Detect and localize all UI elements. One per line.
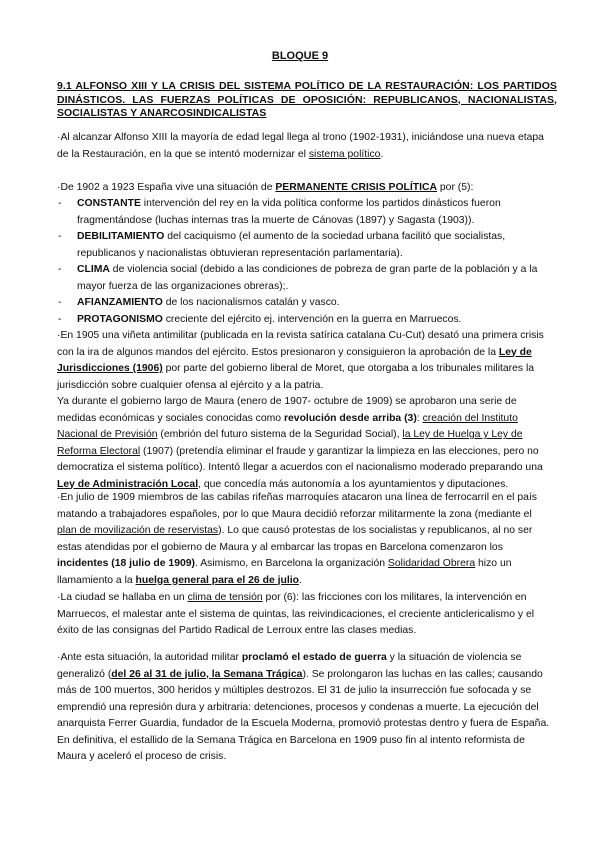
link-text-sistema-politico: sistema político bbox=[308, 148, 381, 160]
paragraph-semana-tragica: ·Ante esta situación, la autoridad militar proclamó el estado de guerra y la situación de violencia se generalizó (del 26 al 31 de julio, la Semana Trágica). Se prolongaron las luchas en las calles; causando más de 100 muertos, 300 heridos y múltiples destrozos. El 31 de julio la insurrección fue sofocada y se emprendió una represión dura y arbitraria: detenciones, procesos y condenas a muerte. La ejecución del anarquista Ferrer Guardia, fundador de la Escuela Moderna, promovió protestas dentro y fuera de España. En definitiva, el estallido de la Semana Trágica en Barcelona en 1909 puso fin al intento reformista de Maura y aceleró el proceso de crisis. bbox=[57, 652, 550, 762]
crisis-causes-list bbox=[57, 196, 553, 328]
paragraph-intro: ·Al alcanzar Alfonso XIII la mayoría de edad legal llega al trono (1902-1931), iniciándose una nueva etapa de la Restauración, en la que se intentó modernizar el sistema político. bbox=[57, 132, 544, 160]
document-title: BLOQUE 9 bbox=[271, 50, 329, 62]
section-heading: 9.1 ALFONSO XIII Y LA CRISIS DEL SISTEMA POLÍTICO DE LA RESTAURACIÓN: LOS PARTIDOS DINÁSTICOS. LAS FUERZAS POLÍTICAS DE OPOSICIÓN: REPUBLICANOS, NACIONALISTAS, SOCIALISTAS Y ANARCOSINDICALISTAS bbox=[57, 80, 557, 119]
paragraph-crisis: ·De 1902 a 1923 España vive una situación de PERMANENTE CRISIS POLÍTICA por (5): bbox=[57, 182, 474, 193]
list-item: - CLIMA de violencia social (debido a las condiciones de pobreza de gran parte de la población y a la mayor fuerza de las organizaciones obreras);. bbox=[58, 264, 538, 292]
paragraph-clima-tension: ·La ciudad se hallaba en un clima de tensión por (6): las fricciones con los militares, la intervención en Marruecos, el malestar ante el sistema de quintas, las reivindicaciones, el creciente anticlericalismo y el éxito de las consignas del Partido Radical de Lerroux entre las clases medias. bbox=[57, 592, 535, 636]
list-item: - PROTAGONISMO creciente del ejército ej. intervención en la guerra en Marruecos. bbox=[58, 313, 462, 325]
list-item: - AFIANZAMIENTO de los nacionalismos catalán y vasco. bbox=[58, 297, 340, 308]
paragraph-jurisdicciones: ·En 1905 una viñeta antimilitar (publicada en la revista satírica catalana Cu-Cut) desató una primera crisis con la ira de algunos mandos del ejército. Estos presionaron y consiguieron la aprobación de la Ley de Jurisdicciones (1906) por parte del gobierno liberal de Moret, que otorgaba a los tribunales militares la jurisdicción sobre cualquier ofensa al ejército y a la patria. Ya durante el gobierno largo de Maura (enero de 1907- octubre de 1909) se aprobaron una serie de medidas económicas y sociales conocidas como revolución desde arriba (3): creación del Instituto Nacional de Previsión (embrión del futuro sistema de la Seguridad Social), la Ley de Huelga y Ley de Reforma Electoral (1907) (pretendía eliminar el fraude y garantizar la limpieza en las elecciones, pero no democratiza el sistema político). Intentó llegar a acuerdos con el nacionalismo moderado preparando una Ley de Administración Local, que concedía más autonomía a los ayuntamientos y diputaciones. bbox=[57, 330, 544, 490]
list-item: - DEBILITAMIENTO del caciquismo (el aumento de la sociedad urbana facilitó que socialistas, republicanos y nacionalistas obtuvieran representación parlamentaria). bbox=[58, 231, 506, 259]
list-item: - CONSTANTE intervención del rey en la vida política conforme los partidos dinásticos fueron fragmentándose (luchas internas tras la muerte de Cánovas (1897) y Sagasta (1903)). bbox=[58, 198, 501, 226]
paragraph-julio-1909: ·En julio de 1909 miembros de las cabilas rifeñas marroquíes atacaron una línea de ferrocarril en el país matando a trabajadores españoles, por lo que Maura decidió reforzar militarmente la zona (mediante el plan de movilización de reservistas). Lo que causó protestas de los socialistas y republicanos, al no ser estas atendidas por el gobierno de Maura y al embarcar las tropas en Barcelona comenzaron los incidentes (18 julio de 1909). Asimismo, en Barcelona la organización Solidaridad Obrera hizo un llamamiento a la huelga general para el 26 de julio. bbox=[57, 492, 537, 586]
